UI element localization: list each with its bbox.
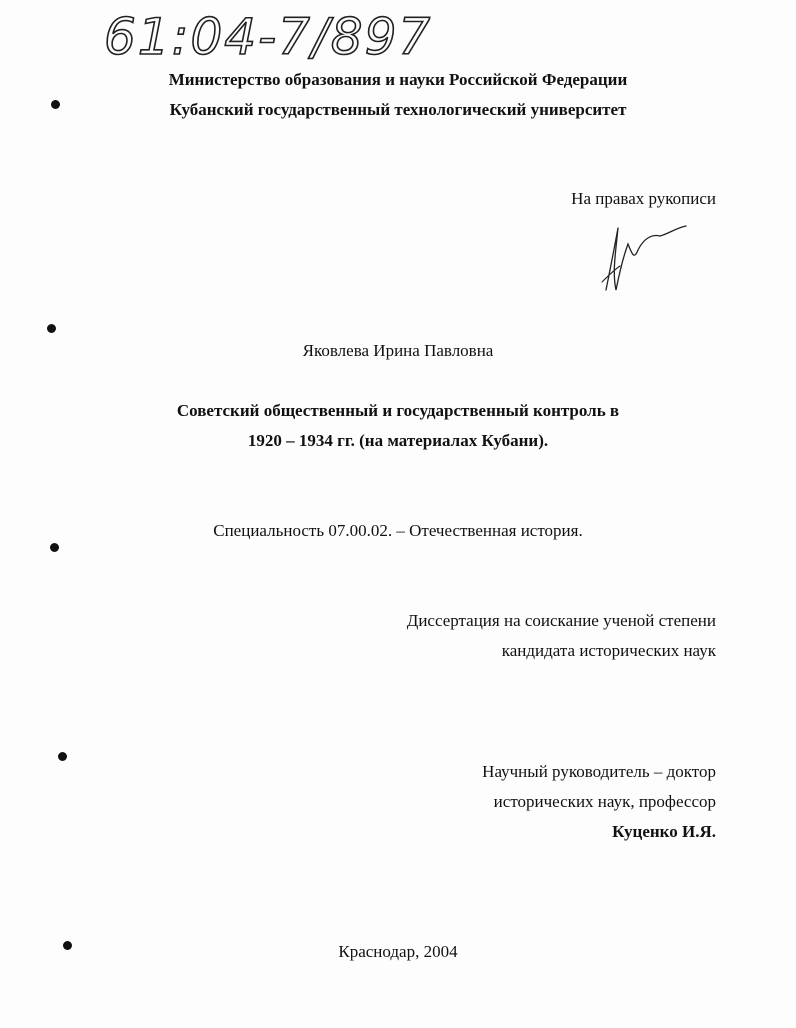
punch-mark <box>51 100 60 109</box>
archive-code-text: 61:04-7/897 <box>104 8 433 66</box>
author-name: Яковлева Ирина Павловна <box>302 341 494 360</box>
handwritten-archive-code <box>100 4 460 68</box>
title-line-1: Советский общественный и государственный контроль в <box>176 401 620 420</box>
punch-mark <box>47 324 56 333</box>
city-year: Краснодар, 2004 <box>338 942 458 961</box>
specialty: Специальность 07.00.02. – Отечественная история. <box>213 521 583 540</box>
degree-line-2: кандидата исторических наук <box>501 641 716 660</box>
university-heading: Кубанский государственный технологический университет <box>169 100 627 119</box>
supervisor-line-2: исторических наук, профессор <box>493 792 716 811</box>
punch-mark <box>50 543 59 552</box>
manuscript-note: На правах рукописи <box>571 189 716 208</box>
degree-line-1: Диссертация на соискание ученой степени <box>406 611 716 630</box>
supervisor-name: Куценко И.Я. <box>612 822 716 841</box>
title-line-2: 1920 – 1934 гг. (на материалах Кубани). <box>247 431 549 450</box>
ministry-heading: Министерство образования и науки Российской Федерации <box>168 70 628 89</box>
punch-mark <box>63 941 72 950</box>
supervisor-line-1: Научный руководитель – доктор <box>482 762 716 781</box>
signature <box>596 220 692 296</box>
punch-mark <box>58 752 67 761</box>
